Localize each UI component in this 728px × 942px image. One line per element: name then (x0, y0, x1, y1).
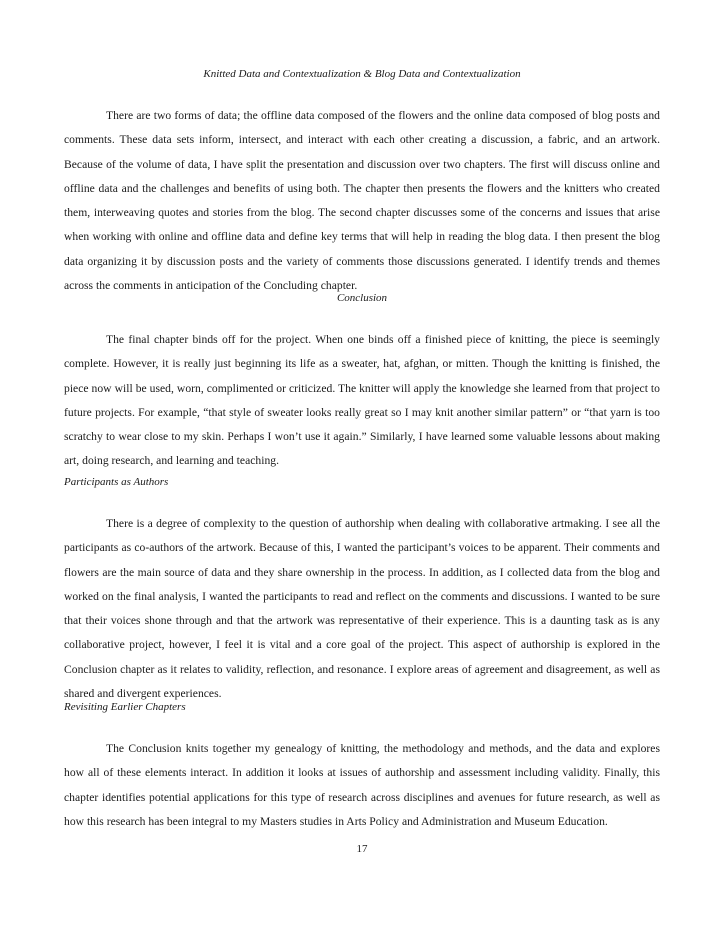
running-header: Knitted Data and Contextualization & Blog Data and Contextualization (203, 68, 521, 80)
paragraph-data-overview: There are two forms of data; the offline data composed of the flowers and the online data composed of blog posts and comments. These data sets inform, intersect, and interact with each other creating a discussion, a fabric, and an artwork. Because of the volume of data, I have split the presentation and discussion over two chapters. The first will discuss online and offline data and the challenges and benefits of using both. The chapter then presents the flowers and the knitters who created them, interweaving quotes and stories from the blog. The second chapter discusses some of the concerns and issues that arise when working with online and offline data and define key terms that will help in reading the blog data. I then present the blog data organizing it by discussion posts and the variety of comments those discussions generated. I identify trends and themes across the comments in anticipation of the Concluding chapter. (64, 109, 660, 292)
page-number: 17 (356, 843, 368, 855)
section-heading-conclusion: Conclusion (336, 292, 388, 304)
paragraph-revisiting: The Conclusion knits together my genealogy of knitting, the methodology and methods, and the data and explores how all of these elements interact. In addition it looks at issues of authorship and assessment including validity. Finally, this chapter identifies potential applications for this type of research across disciplines and avenues for future research, as well as how this research has been integral to my Masters studies in Arts Policy and Administration and Museum Education. (64, 742, 660, 828)
paragraph-conclusion: The final chapter binds off for the project. When one binds off a finished piece of knitting, the piece is seemingly complete. However, it is really just beginning its life as a sweater, hat, afghan, or mitten. Though the knitting is finished, the piece now will be used, worn, complimented or criticized. The knitter will apply the knowledge she learned from that project to future projects. For example, “that style of sweater looks really great so I may knit another similar pattern” or “that yarn is too scratchy to wear close to my skin. Perhaps I won’t use it again.” Similarly, I have learned some valuable lessons about making art, doing research, and learning and teaching. (64, 333, 660, 468)
subheading-participants-as-authors: Participants as Authors (64, 476, 169, 488)
subheading-revisiting-earlier-chapters: Revisiting Earlier Chapters (64, 701, 186, 713)
paragraph-authorship: There is a degree of complexity to the question of authorship when dealing with collaborative artmaking. I see all the participants as co-authors of the artwork. Because of this, I wanted the participant’s voices to be apparent. Their comments and flowers are the main source of data and they share ownership in the process. In addition, as I collected data from the blog and worked on the final analysis, I wanted the participants to read and reflect on the comments and discussions. I wanted to be sure that their voices shone through and that the artwork was representative of their experience. This is a daunting task as is any collaborative project, however, I feel it is vital and a core goal of the project. This aspect of authorship is explored in the Conclusion chapter as it relates to validity, reflection, and resonance. I explore areas of agreement and disagreement, as well as shared and divergent experiences. (64, 517, 660, 700)
